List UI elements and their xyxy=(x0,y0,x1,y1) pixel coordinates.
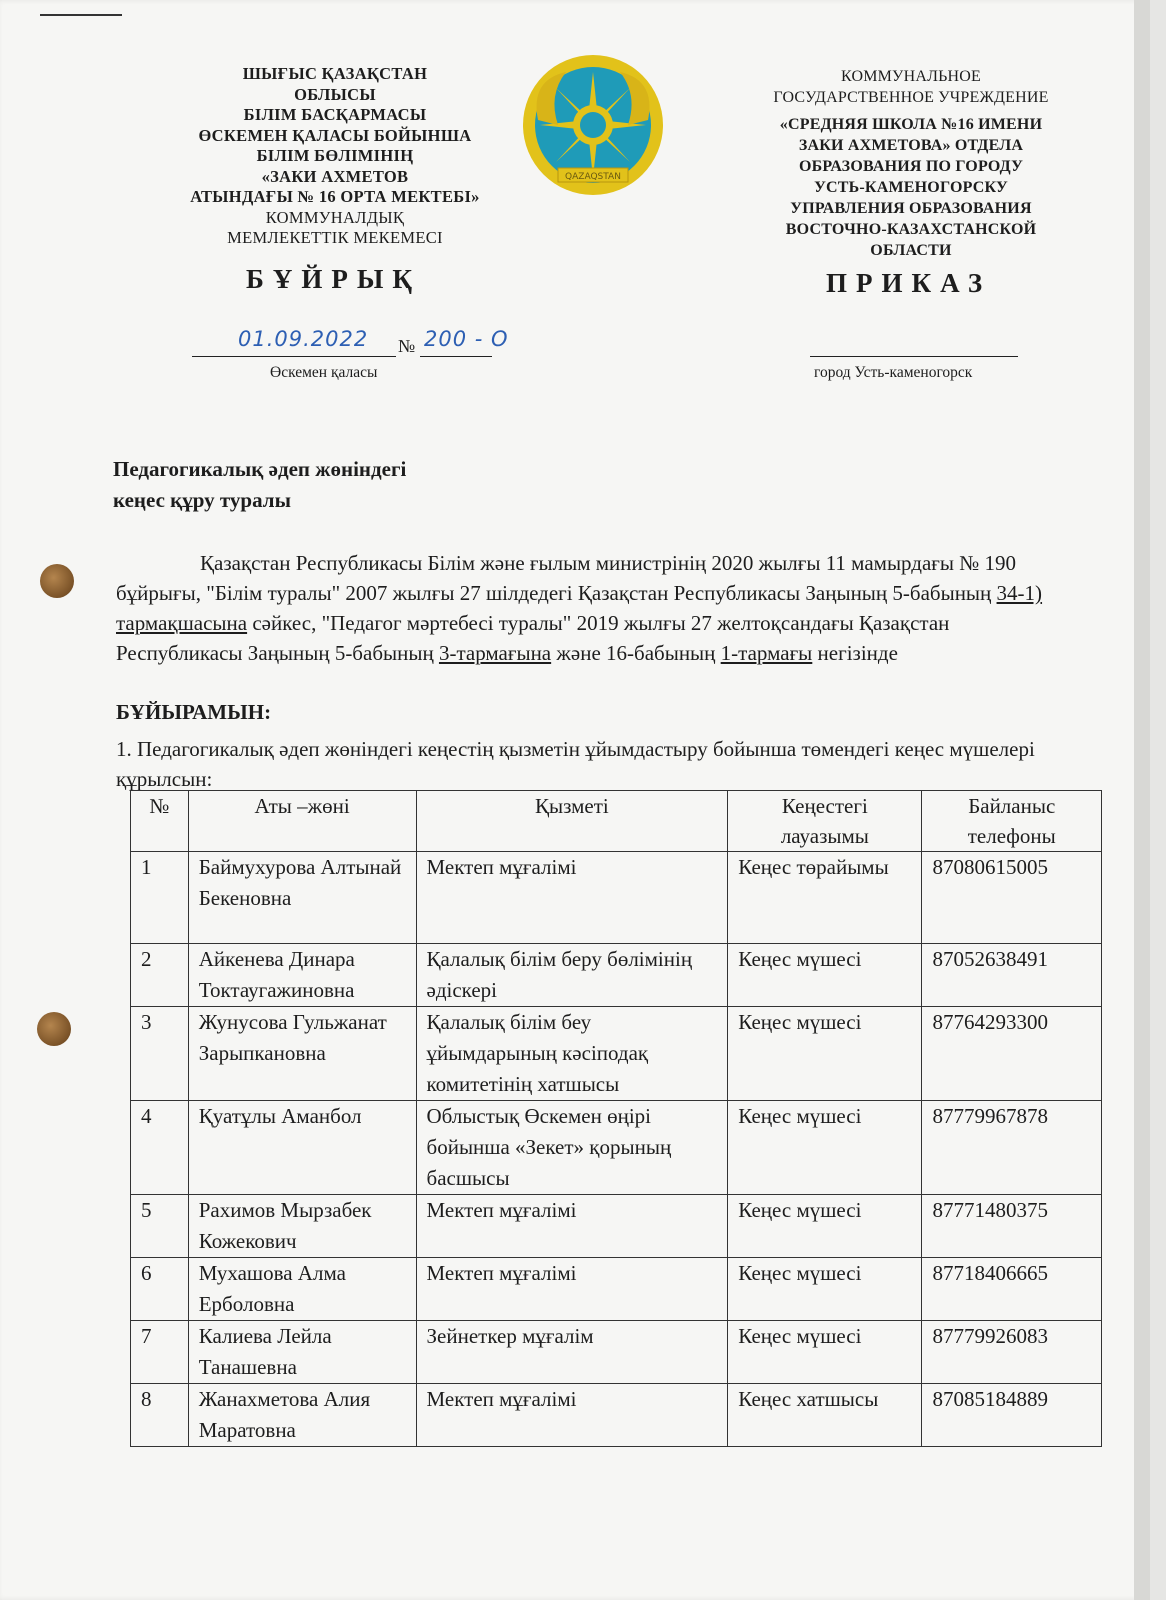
preamble-text: және 16-бабының xyxy=(551,641,721,665)
cell-phone: 87779967878 xyxy=(922,1101,1102,1195)
cell-phone: 87080615005 xyxy=(922,852,1102,944)
order-word: БҰЙЫРАМЫН: xyxy=(116,700,272,724)
cell-number: 1 xyxy=(131,852,189,944)
doc-type-kazakh: БҰЙРЫҚ xyxy=(246,264,421,294)
preamble-text: Қазақстан Республикасы Білім және ғылым министрінің 2020 жылғы 11 мамырдағы № 190 бұйрығы, "Білім туралы" 2007 жылғы 27 шілдедегі Қазақстан Республикасы Заңының 5-бабының xyxy=(116,551,1017,605)
header-right-line: ОБЛАСТИ xyxy=(870,242,952,259)
cell-number: 8 xyxy=(131,1384,189,1447)
number-handwritten: 200 - О xyxy=(424,327,509,351)
cell-phone: 87718406665 xyxy=(922,1258,1102,1321)
table-row xyxy=(131,1321,1102,1384)
preamble-reference: 34-1) тармақшасына xyxy=(116,581,1043,635)
header-left-line: БІЛІМ БӨЛІМІНІҢ xyxy=(256,146,414,165)
header-left-line: «ЗАКИ АХМЕТОВ xyxy=(261,166,409,186)
table-row xyxy=(131,1195,1102,1258)
number-line xyxy=(420,356,492,357)
date-handwritten: 01.09.2022 xyxy=(238,327,369,351)
punch-hole-bottom xyxy=(37,1012,71,1046)
header-left-subline: МЕМЛЕКЕТТІК МЕКЕМЕСІ xyxy=(227,228,443,247)
preamble-text: сәйкес, "Педагог мәртебесі туралы" 2019 жылғы 27 желтоқсандағы Қазақстан Республикасы Заңының 5-бабының xyxy=(116,611,950,665)
header-right-line: ВОСТОЧНО-КАЗАХСТАНСКОЙ xyxy=(785,221,1037,238)
date-line xyxy=(192,356,396,357)
cell-position: Мектеп мұғалімі xyxy=(416,1195,728,1258)
cell-phone: 87052638491 xyxy=(922,944,1102,1007)
header-right-line: ОБРАЗОВАНИЯ ПО ГОРОДУ xyxy=(798,158,1024,175)
cell-number: 2 xyxy=(131,944,189,1007)
cell-council-role: Кеңес мүшесі xyxy=(728,1321,922,1384)
cell-position: Мектеп мұғалімі xyxy=(416,1384,728,1447)
order-title xyxy=(113,454,406,516)
header-right-line: УСТЬ-КАМЕНОГОРСКУ xyxy=(814,179,1008,196)
cell-name: Баймухурова Алтынай Бекеновна xyxy=(188,852,416,944)
cell-council-role: Кеңес мүшесі xyxy=(728,1101,922,1195)
cell-position: Қалалық білім беу ұйымдарының кәсіподақ комитетінің хатшысы xyxy=(416,1007,728,1101)
col-header-position: Қызметі xyxy=(416,791,728,852)
page-edge xyxy=(1134,0,1150,1600)
order-title-line: кеңес құру туралы xyxy=(113,488,291,512)
header-left-line: АТЫНДАҒЫ № 16 ОРТА МЕКТЕБІ» xyxy=(190,187,480,206)
cell-council-role: Кеңес хатшысы xyxy=(728,1384,922,1447)
doc-type-russian: ПРИКАЗ xyxy=(826,268,992,298)
cell-name: Рахимов Мырзабек Кожекович xyxy=(188,1195,416,1258)
header-left-subline: КОММУНАЛДЫҚ xyxy=(265,207,405,227)
header-right-line: «СРЕДНЯЯ ШКОЛА №16 ИМЕНИ xyxy=(779,116,1043,133)
table-header-row xyxy=(131,791,1102,852)
cell-name: Қуатұлы Аманбол xyxy=(188,1101,416,1195)
cell-number: 3 xyxy=(131,1007,189,1101)
header-left-line: ШЫҒЫС ҚАЗАҚСТАН xyxy=(242,64,428,83)
order-title-line: Педагогикалық әдеп жөніндегі xyxy=(113,457,407,481)
city-russian: город Усть-каменогорск xyxy=(814,364,973,381)
punch-hole-top xyxy=(40,564,74,598)
cell-name: Жунусова Гульжанат Зарыпкановна xyxy=(188,1007,416,1101)
header-left xyxy=(165,64,505,249)
cell-position: Мектеп мұғалімі xyxy=(416,852,728,944)
cell-position: Зейнеткер мұғалім xyxy=(416,1321,728,1384)
cell-position: Мектеп мұғалімі xyxy=(416,1258,728,1321)
cell-phone: 87771480375 xyxy=(922,1195,1102,1258)
cell-name: Жанахметова Алия Маратовна xyxy=(188,1384,416,1447)
table-row xyxy=(131,944,1102,1007)
cell-name: Мухашова Алма Ерболовна xyxy=(188,1258,416,1321)
right-number-line xyxy=(810,356,1018,357)
cell-phone: 87085184889 xyxy=(922,1384,1102,1447)
cell-council-role: Кеңес мүшесі xyxy=(728,1007,922,1101)
cell-number: 4 xyxy=(131,1101,189,1195)
col-header-phone: Байланыс телефоны xyxy=(922,791,1102,852)
city-kazakh: Өскемен қаласы xyxy=(270,364,378,381)
header-left-line: ӨСКЕМЕН ҚАЛАСЫ БОЙЫНША xyxy=(198,125,472,145)
preamble-paragraph xyxy=(116,548,1076,668)
table-row xyxy=(131,1258,1102,1321)
header-right-line: УПРАВЛЕНИЯ ОБРАЗОВАНИЯ xyxy=(790,200,1032,217)
state-emblem-icon xyxy=(518,50,668,200)
preamble-text: негізінде xyxy=(812,641,898,665)
table-row xyxy=(131,852,1102,944)
members-table xyxy=(130,790,1102,1447)
emblem-text: QAZAQSTAN xyxy=(565,172,621,182)
table-row xyxy=(131,1384,1102,1447)
col-header-number: № xyxy=(131,791,189,852)
header-right-subline: КОММУНАЛЬНОЕ xyxy=(840,68,982,85)
header-right-subline: ГОСУДАРСТВЕННОЕ УЧРЕЖДЕНИЕ xyxy=(773,89,1049,106)
cell-number: 7 xyxy=(131,1321,189,1384)
preamble-reference: 1-тармағы xyxy=(720,641,813,665)
header-right-line: ЗАКИ АХМЕТОВА» ОТДЕЛА xyxy=(798,137,1024,154)
cell-council-role: Кеңес мүшесі xyxy=(728,1258,922,1321)
cell-council-role: Кеңес төрайымы xyxy=(728,852,922,944)
header-left-line: БІЛІМ БАСҚАРМАСЫ xyxy=(243,105,427,124)
cell-phone: 87764293300 xyxy=(922,1007,1102,1101)
table-row xyxy=(131,1101,1102,1195)
cell-position: Қалалық білім беру бөлімінің әдіскері xyxy=(416,944,728,1007)
table-row xyxy=(131,1007,1102,1101)
cell-position: Облыстық Өскемен өңірі бойынша «Зекет» қорының басшысы xyxy=(416,1101,728,1195)
number-sign: № xyxy=(398,336,416,356)
cell-name: Айкенева Динара Токтаугажиновна xyxy=(188,944,416,1007)
preamble-reference: 3-тармағына xyxy=(438,641,552,665)
cell-number: 5 xyxy=(131,1195,189,1258)
order-item-1: 1. Педагогикалық әдеп жөніндегі кеңестің қызметін ұйымдастыру бойынша төмендегі кеңес мүшелері құрылсын: xyxy=(116,737,1035,791)
cell-name: Калиева Лейла Танашевна xyxy=(188,1321,416,1384)
cell-council-role: Кеңес мүшесі xyxy=(728,1195,922,1258)
cell-phone: 87779926083 xyxy=(922,1321,1102,1384)
header-left-line: ОБЛЫСЫ xyxy=(294,84,376,104)
header-right xyxy=(746,66,1076,261)
col-header-name: Аты –жөні xyxy=(188,791,416,852)
cell-council-role: Кеңес мүшесі xyxy=(728,944,922,1007)
cell-number: 6 xyxy=(131,1258,189,1321)
col-header-council-role: Кеңестегі лауазымы xyxy=(728,791,922,852)
top-rule xyxy=(40,14,122,16)
